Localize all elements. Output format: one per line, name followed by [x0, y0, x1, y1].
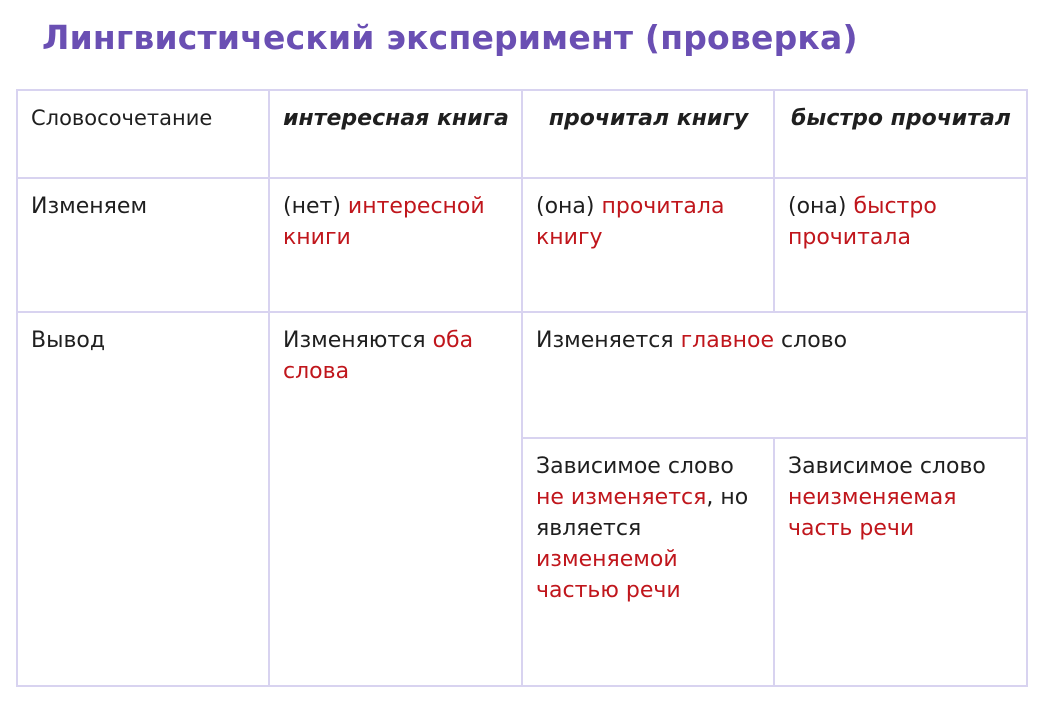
row-conclusion-col1-prefix: Изменяются: [283, 328, 426, 353]
experiment-table: [16, 89, 1028, 687]
row-change-col2-cell: [522, 178, 774, 312]
row-conclusion-merged-cell: [522, 312, 1027, 438]
sub-col2-highlight1: не изменяется: [536, 485, 707, 510]
header-col1: интересная книга: [283, 106, 509, 131]
row-conclusion-sub-col2-cell: [522, 438, 774, 686]
row-conclusion-col1-highlight: оба слова: [283, 328, 474, 384]
row-conclusion-label-cell: [17, 312, 269, 686]
row-change-col3-cell: [774, 178, 1027, 312]
row-change-col3-highlight: быстро прочитала: [788, 194, 937, 250]
row-change-col2-prefix: (она): [536, 194, 595, 219]
row-conclusion-sub-col3-cell: [774, 438, 1027, 686]
sub-col3-part1: Зависимое слово: [788, 454, 986, 479]
row-change-col2-highlight: прочитала книгу: [536, 194, 725, 250]
table-row-change: [17, 178, 1027, 312]
sub-col2-part2: , но является: [536, 485, 749, 541]
row-change-col1-cell: [269, 178, 522, 312]
header-col3-cell: [774, 90, 1027, 178]
header-col2: прочитал книгу: [548, 106, 749, 131]
table-header-row: [17, 90, 1027, 178]
sub-col2-part1: Зависимое слово: [536, 454, 734, 479]
header-label-cell: [17, 90, 269, 178]
row-conclusion-merged-prefix: Изменяется: [536, 328, 674, 353]
header-col1-cell: [269, 90, 522, 178]
row-change-label: Изменяем: [31, 194, 148, 219]
sub-col3-highlight1: неизменяемая часть речи: [788, 485, 957, 541]
row-change-col3-prefix: (она): [788, 194, 847, 219]
row-change-col1-prefix: (нет): [283, 194, 341, 219]
row-conclusion-col1-cell: [269, 312, 522, 686]
table-row-conclusion: [17, 312, 1027, 438]
header-col2-cell: [522, 90, 774, 178]
row-conclusion-label: Вывод: [31, 328, 106, 353]
page-title: Лингвистический эксперимент (проверка): [42, 18, 858, 57]
header-col3: быстро прочитал: [791, 106, 1011, 131]
row-conclusion-merged-suffix: слово: [781, 328, 848, 353]
sub-col2-highlight2: изменяемой частью речи: [536, 547, 681, 603]
row-conclusion-merged-highlight: главное: [680, 328, 775, 353]
header-label: Словосочетание: [31, 106, 213, 130]
row-change-label-cell: [17, 178, 269, 312]
row-change-col1-highlight: интересной книги: [283, 194, 485, 250]
